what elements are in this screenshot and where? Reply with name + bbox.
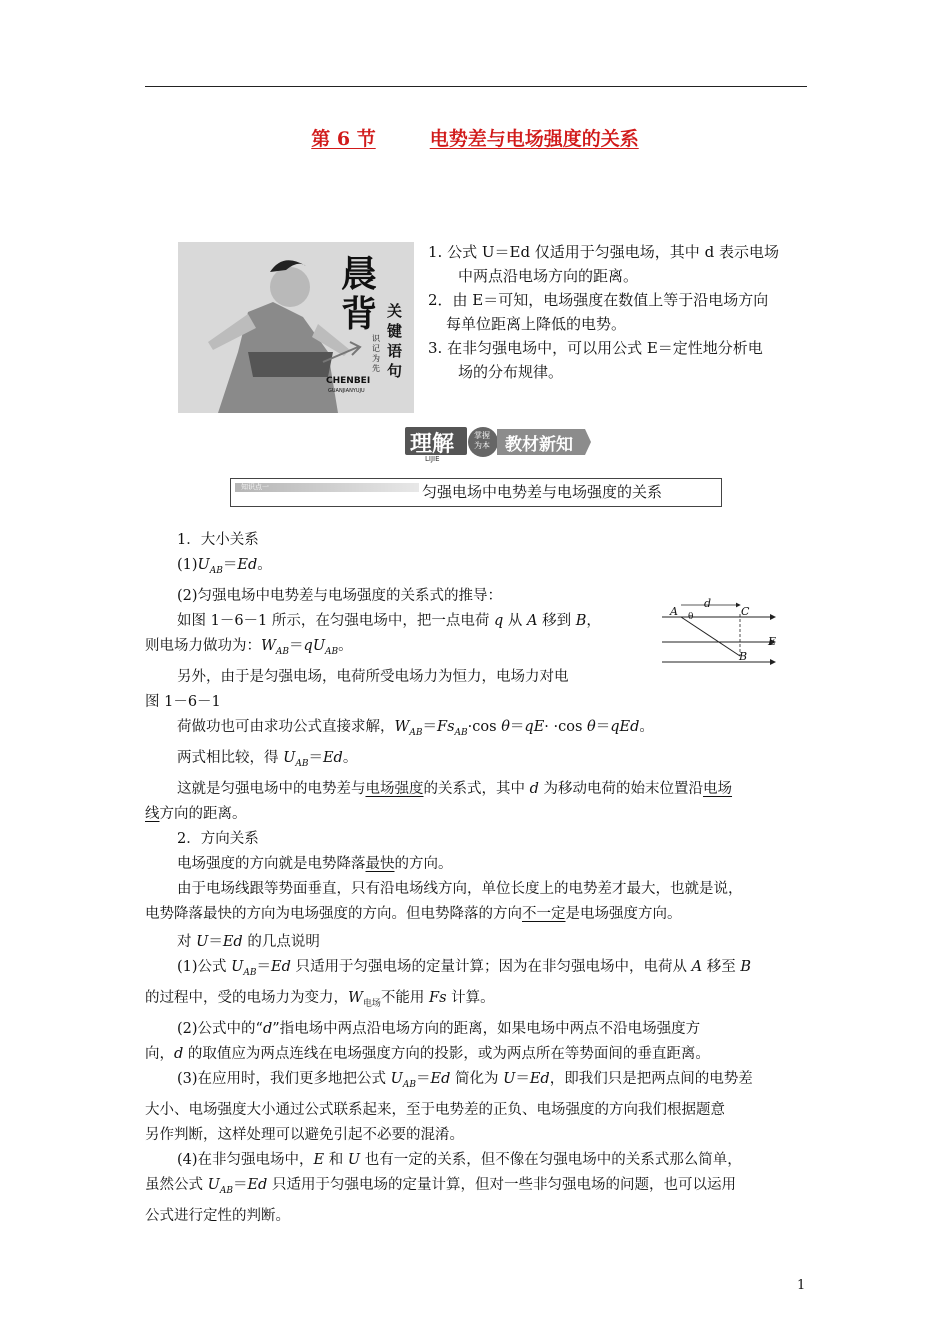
notes-heading: 对 U＝Ed 的几点说明 <box>177 934 320 950</box>
page-number: 1 <box>797 1278 806 1293</box>
key-point-3b: 场的分布规律。 <box>458 363 564 381</box>
figure-caption: 图 1－6－1 <box>145 693 221 710</box>
knowledge-label: 知识点一 <box>235 483 419 492</box>
direction-line-2: 由于电场线跟等势面垂直，只有沿电场线方向，单位长度上的电势差才最大，也就是说， <box>177 880 743 897</box>
formula-uab: $(1)U_{AB}=Ed$。 <box>177 557 272 576</box>
note-4c: 公式进行定性的判断。 <box>145 1207 290 1224</box>
body-section-1 <box>145 528 815 927</box>
derivation-line-6: 这就是匀强电场中的电势差与电场强度的关系式，其中 d 为移动电荷的始末位置沿电场 <box>177 780 733 797</box>
figure-label-d: d <box>704 597 712 610</box>
derivation-intro: (2)匀强电场中电势差与电场强度的关系式的推导： <box>177 587 503 604</box>
note-4b: 虽然公式 $U_{AB}=Ed$ 只适用于匀强电场的定量计算，但对一些非匀强电场的问题，也可以运用 <box>145 1176 736 1196</box>
badge-small: 掌握为本 <box>474 431 490 450</box>
key-point-2b: 每单位距离上降低的电势。 <box>446 315 627 333</box>
hero-side-2: 键 <box>387 322 403 340</box>
key-points <box>428 240 818 384</box>
note-3c: 另作判断，这样处理可以避免引起不必要的混淆。 <box>145 1126 464 1143</box>
badge-left: 理解 <box>410 432 455 457</box>
derivation-line-3: 另外，由于是匀强电场，电荷所受电场力为恒力，电场力对电 <box>177 668 569 685</box>
figure-label-c: C <box>741 605 750 618</box>
hero-en-2: GUANJIANYUJU <box>328 388 365 394</box>
heading-direction: 2．方向关系 <box>177 830 259 847</box>
hero-small-text: 识记为先 <box>372 334 380 373</box>
figure-label-e: E <box>768 635 777 648</box>
hero-big-char-1: 晨 <box>341 254 378 295</box>
direction-line-1: 电场强度的方向就是电势降落最快的方向。 <box>177 855 453 872</box>
note-4a: (4)在非匀强电场中，E 和 U 也有一定的关系，但不像在匀强电场中的关系式那么简单， <box>177 1151 742 1168</box>
body-section-2 <box>145 930 815 1229</box>
title-section: 第 6 节 <box>311 128 376 150</box>
hero-image <box>178 242 414 413</box>
key-point-1b: 中两点沿电场方向的距离。 <box>458 267 639 285</box>
key-point-2a: 2．由 E＝可知，电场强度在数值上等于沿电场方向 <box>428 291 769 309</box>
section-badge <box>405 424 591 464</box>
knowledge-title: 匀强电场中电势差与电场强度的关系 <box>422 483 663 501</box>
hero-en-1: CHENBEI <box>326 376 371 386</box>
figure-label-theta: θ <box>688 612 694 622</box>
figure-label-b: B <box>739 650 748 663</box>
note-2a: (2)公式中的“d”指电场中两点沿电场方向的距离，如果电场中两点不沿电场强度方 <box>177 1020 701 1037</box>
derivation-line-5: 两式相比较，得 $U_{AB}=Ed$。 <box>177 749 358 769</box>
hero-side-4: 句 <box>387 362 403 380</box>
figure-label-a: A <box>670 605 678 618</box>
key-point-3a: 3. 在非匀强电场中，可以用公式 E＝定性地分析电 <box>428 339 763 357</box>
hero-big-char-2: 背 <box>341 294 378 335</box>
note-3a: (3)在应用时，我们更多地把公式 $U_{AB}=Ed$ 简化为 U＝Ed，即我们只是把两点间的电势差 <box>177 1070 753 1090</box>
runner-illustration <box>178 242 414 413</box>
direction-line-3: 电势降落最快的方向为电场强度的方向。但电势降落的方向不一定是电场强度方向。 <box>145 905 682 922</box>
note-1b: 的过程中，受的电场力为变力，$W_{电场}$不能用 Fs 计算。 <box>145 989 495 1009</box>
note-1a: (1)公式 $U_{AB}=Ed$ 只适用于匀强电场的定量计算；因为在非匀强电场中，电荷从 A 移至 B <box>177 959 751 978</box>
derivation-line-7: 线方向的距离。 <box>145 805 247 822</box>
note-3b: 大小、电场强度大小通过公式联系起来，至于电势差的正负、电场强度的方向我们根据题意 <box>145 1101 725 1118</box>
badge-pinyin: LIJIE <box>425 455 440 463</box>
heading-magnitude: 1．大小关系 <box>177 532 259 548</box>
hero-side-1: 关 <box>387 302 403 320</box>
badge-right: 教材新知 <box>505 435 573 455</box>
hero-side-3: 语 <box>387 342 403 360</box>
derivation-line-4: 荷做功也可由求功公式直接求解，$W_{AB}=Fs_{AB}\cdot\cos$ θ＝qE· ·cos θ＝qEd。 <box>177 718 654 738</box>
title-topic: 电势差与电场强度的关系 <box>429 128 639 150</box>
key-point-1a: 1. 公式 U＝Ed 仅适用于匀强电场，其中 d 表示电场 <box>428 243 779 261</box>
derivation-line-2: 则电场力做功为：$W_{AB}=qU_{AB}$。 <box>145 637 353 657</box>
knowledge-point-box <box>230 478 722 507</box>
note-2b: 向，d 的取值应为两点连线在电场强度方向的投影，或为两点所在等势面间的垂直距离。 <box>145 1045 710 1062</box>
top-rule <box>145 86 807 87</box>
page-title <box>0 124 950 151</box>
derivation-line-1: 如图 1－6－1 所示，在匀强电场中，把一点电荷 q 从 A 移到 B， <box>177 612 601 629</box>
